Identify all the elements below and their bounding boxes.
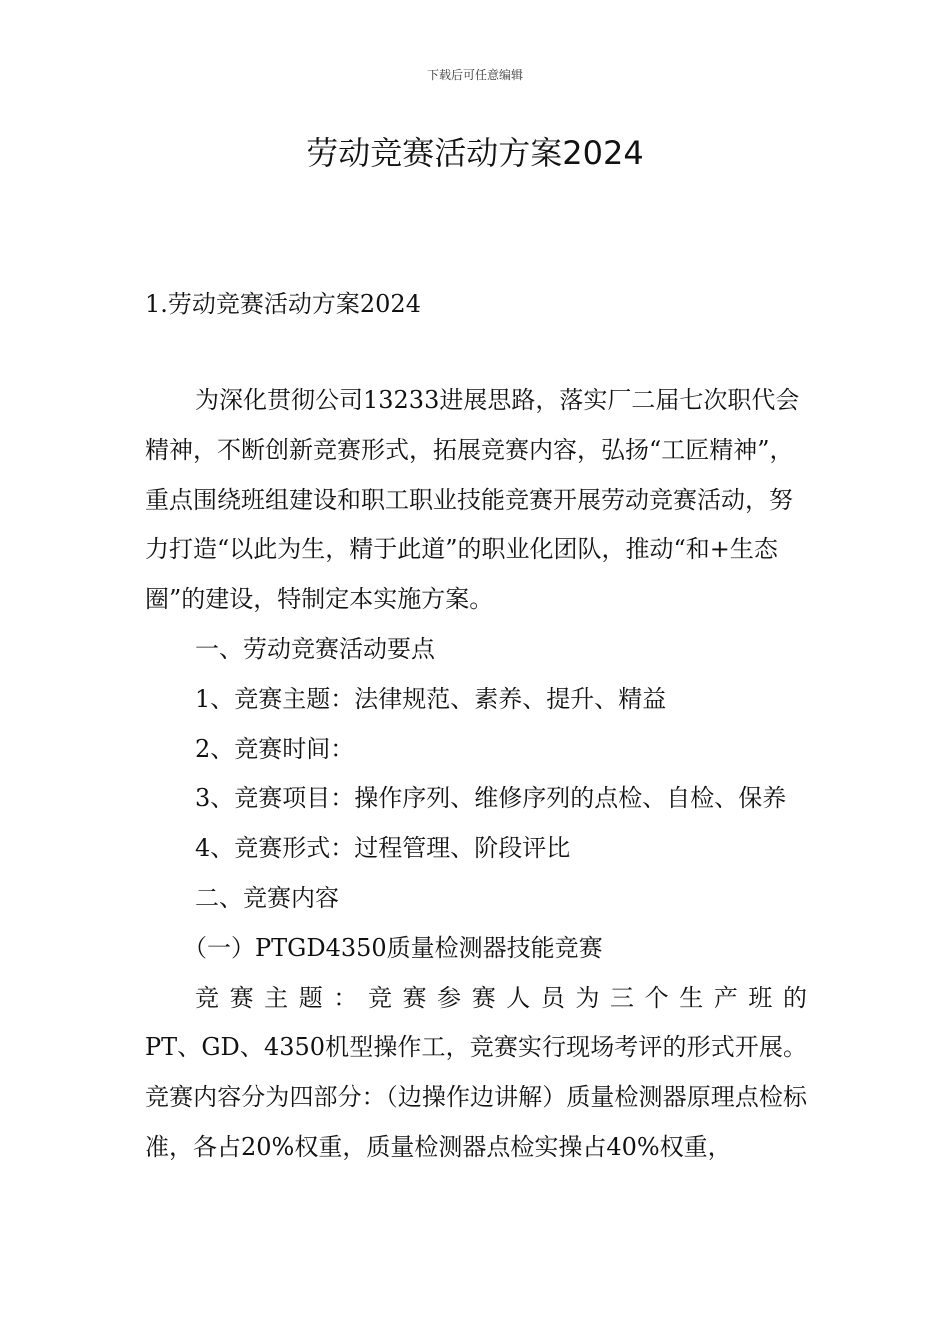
- list-item-theme: 1、竞赛主题：法律规范、素养、提升、精益: [195, 684, 667, 713]
- intro-paragraph: 为深化贯彻公司13233进展思路，落实厂二届七次职代会精神，不断创新竞赛形式，拓展竞赛内容，弘扬“工匠精神”，重点围绕班组建设和职工职业技能竞赛开展劳动竞赛活动，努力打造“以此为生，精于此道”的职业化团队，推动“和+生态圈”的建设，特制定本实施方案。: [145, 386, 800, 614]
- part1-heading: 一、劳动竞赛活动要点: [195, 634, 435, 663]
- part2-heading: 二、竞赛内容: [195, 883, 339, 912]
- list-item-format: 4、竞赛形式：过程管理、阶段评比: [195, 834, 571, 863]
- list-item-projects: 3、竞赛项目：操作序列、维修序列的点检、自检、保养: [195, 784, 787, 813]
- subsection-body: PT、GD、4350机型操作工，竞赛实行现场考评的形式开展。竞赛内容分为四部分：（边操作边讲解）质量检测器原理点检标准，各占20%权重，质量检测器点检实操占40%权重，: [145, 1033, 807, 1161]
- document-body: [145, 376, 807, 1173]
- document-title: 劳动竞赛活动方案2024: [306, 134, 644, 172]
- subsection-first-line: 竞赛主题：竞赛参赛人员为三个生产班的: [195, 983, 807, 1012]
- section-heading: 1.劳动竞赛活动方案2024: [145, 290, 421, 318]
- header-note: 下载后可任意编辑: [426, 68, 523, 82]
- list-item-time: 2、竞赛时间：: [195, 734, 355, 763]
- subsection-heading: （一）PTGD4350质量检测器技能竞赛: [183, 933, 603, 962]
